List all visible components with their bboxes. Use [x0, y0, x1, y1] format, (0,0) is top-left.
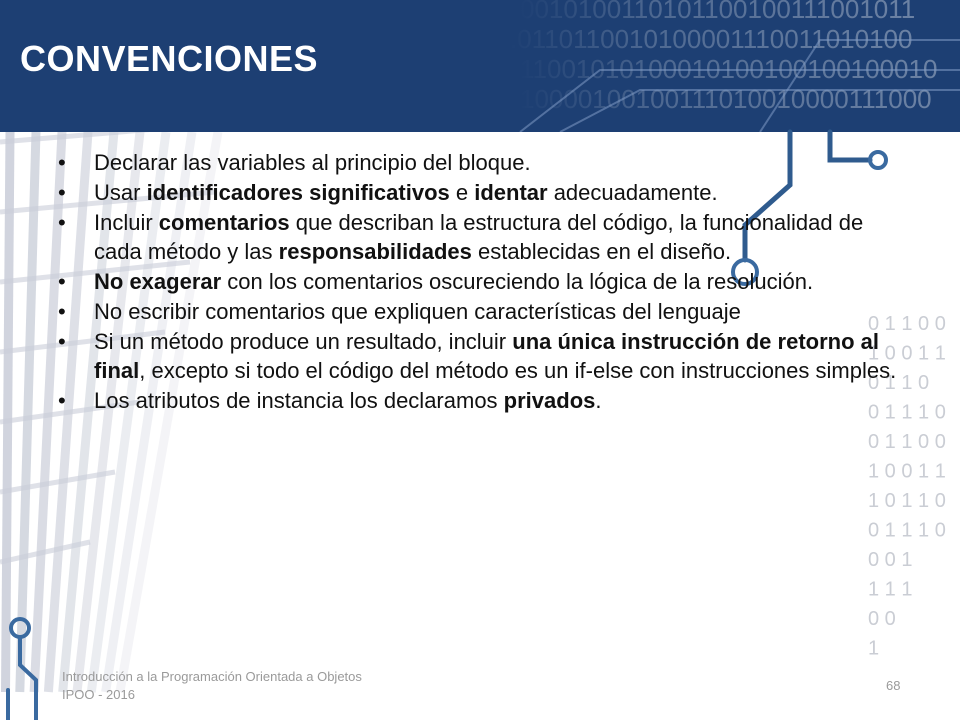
bullet-text: , excepto si todo el código del método es un if-else con instrucciones simples.	[139, 358, 897, 383]
bullet-emphasis: No exagerar	[94, 269, 222, 294]
bullet-text: establecidas en el diseño.	[471, 239, 732, 264]
bullet-item	[58, 178, 903, 207]
side-binary-row: 0 1 1 0 0	[868, 313, 946, 335]
side-binary-row: 1	[868, 637, 880, 660]
bullet-text: Incluir	[94, 210, 159, 235]
side-binary-row: 0 0 1	[868, 549, 913, 571]
bullet-item	[58, 327, 903, 385]
side-binary-row: 0 0	[868, 608, 896, 630]
bullet-text: que describan la estructura del código, la funcionalidad de cada método y las	[94, 210, 864, 264]
bullet-emphasis: identificadores significativos	[146, 180, 450, 205]
bullet-marker: •	[58, 150, 66, 175]
header-binary-row: 11001010100010100100100100010	[520, 54, 938, 84]
header-binary-row: .0110110010100001110011010100	[510, 24, 913, 54]
bullet-marker: •	[58, 180, 66, 205]
bullet-text: .	[595, 388, 602, 413]
side-binary-row: 1 0 1 1 0	[868, 490, 946, 512]
slide-title: CONVENCIONES	[20, 38, 319, 79]
bullet-item	[58, 297, 903, 326]
grid-line	[6, 132, 11, 692]
bullet-emphasis: comentarios	[158, 210, 290, 235]
side-binary-row: 1 1 1	[868, 578, 913, 601]
bullet-text: e	[449, 180, 475, 205]
side-binary-row: 0 1 1 1 0	[868, 401, 946, 424]
bullet-text: adecuadamente.	[547, 180, 718, 205]
bullet-item	[58, 267, 903, 296]
bullet-text: Los atributos de instancia los declaramos	[94, 388, 504, 413]
side-binary-row: 0 1 1 1 0	[868, 519, 946, 542]
bullet-marker: •	[58, 269, 66, 294]
side-binary-row: 0 1 1 0	[868, 372, 930, 394]
header-binary-row: 0010100110101100100111001011	[520, 0, 916, 24]
side-binary-row: 1 0 0 1 1	[868, 342, 946, 365]
bullet-item	[58, 148, 903, 177]
bullet-item	[58, 386, 903, 415]
side-binary-row: 1 0 0 1 1	[868, 460, 946, 483]
page-number: 68	[886, 678, 901, 693]
bullet-marker: •	[58, 210, 66, 235]
bullet-emphasis: una única instrucción de retorno al final	[94, 329, 879, 383]
footer	[62, 668, 362, 704]
bullet-item	[58, 208, 903, 266]
bullet-text: Si un método produce un resultado, incluir	[94, 329, 513, 354]
bullet-marker: •	[58, 388, 66, 413]
grid-line	[20, 132, 36, 692]
slide-content	[58, 148, 903, 416]
header-bar	[0, 0, 960, 132]
bullet-marker: •	[58, 329, 66, 354]
footer-course-title: Introducción a la Programación Orientada a Objetos	[62, 669, 362, 684]
bullet-emphasis: identar	[474, 180, 548, 205]
bullet-emphasis: responsabilidades	[278, 239, 472, 264]
header-binary-row: 10000100100111010010000111000	[520, 84, 932, 114]
bullet-marker: •	[58, 299, 66, 324]
bullet-emphasis: privados	[503, 388, 596, 413]
bullet-text: con los comentarios oscureciendo la lógica de la resolución.	[221, 269, 814, 294]
bullet-list	[58, 148, 903, 415]
bullet-text: Declarar las variables al principio del bloque.	[94, 150, 531, 175]
side-binary-row: 0 1 1 0 0	[868, 431, 946, 453]
bullet-text: Usar	[94, 180, 147, 205]
footer-course-code: IPOO - 2016	[62, 687, 135, 702]
bullet-text: No escribir comentarios que expliquen características del lenguaje	[94, 299, 741, 324]
